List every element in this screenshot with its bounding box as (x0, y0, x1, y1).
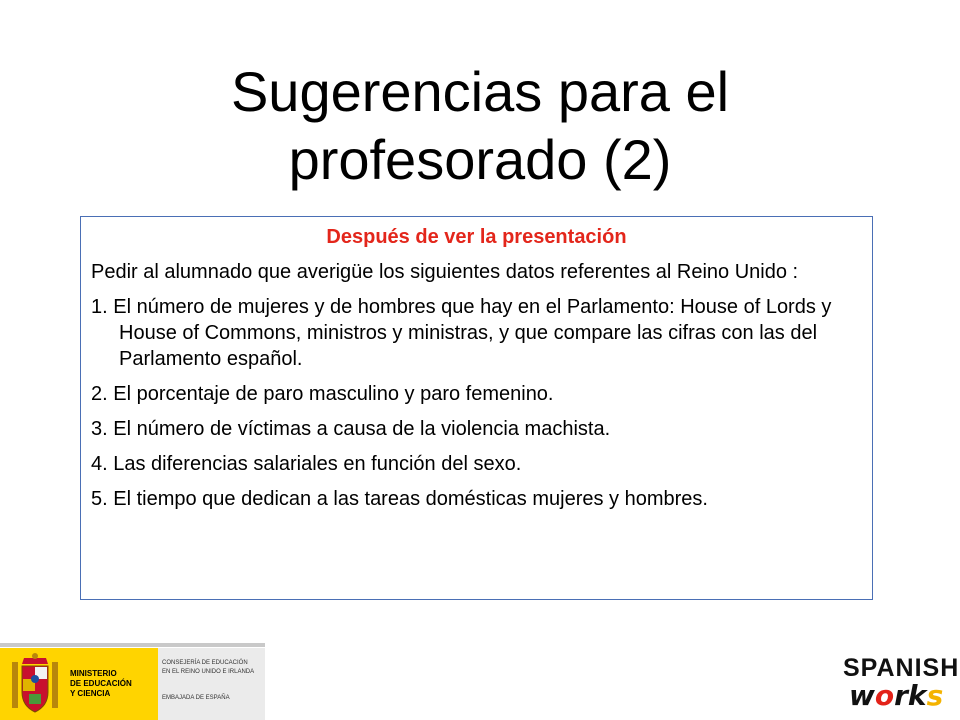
logo-works-text (849, 678, 943, 714)
slide-title-line-2: profesorado (2) (288, 128, 672, 191)
slide-title-line-1: Sugerencias para el (230, 60, 730, 123)
list-item: 4. Las diferencias salariales en función del sexo. (91, 453, 522, 475)
list-item: 1. El número de mujeres y de hombres que hay en el Parlamento: House of Lords y House of Commons, ministros y ministras, y que compare las cifras con las del Parlamento español. (91, 296, 832, 370)
ministry-name: MINISTERIO DE EDUCACIÓN Y CIENCIA (70, 669, 132, 698)
logo-letter-s: s (926, 679, 944, 712)
spanish-works-logo (843, 654, 960, 716)
list-item: 5. El tiempo que dedican a las tareas domésticas mujeres y hombres. (91, 488, 708, 510)
list-item: 3. El número de víctimas a causa de la violencia machista. (91, 418, 611, 440)
consejeria-name: CONSEJERÍA DE EDUCACIÓN EN EL REINO UNIDO E IRLANDA (162, 660, 255, 675)
logo-letter-o: o (874, 679, 895, 712)
intro-paragraph: Pedir al alumnado que averigüe los siguientes datos referentes al Reino Unido : (91, 261, 799, 283)
coat-of-arms-icon (8, 652, 62, 718)
logo-letters-rk: rk (894, 679, 927, 712)
box-heading: Después de ver la presentación (326, 226, 627, 248)
slide-title (80, 58, 880, 194)
logo-letter-w: w (849, 679, 875, 712)
logo-spanish-text: SPANISH (843, 654, 960, 682)
footer-divider (0, 643, 265, 647)
embajada-name: EMBAJADA DE ESPAÑA (162, 695, 230, 701)
suggestions-box (80, 216, 873, 600)
list-item: 2. El porcentaje de paro masculino y paro femenino. (91, 383, 554, 405)
